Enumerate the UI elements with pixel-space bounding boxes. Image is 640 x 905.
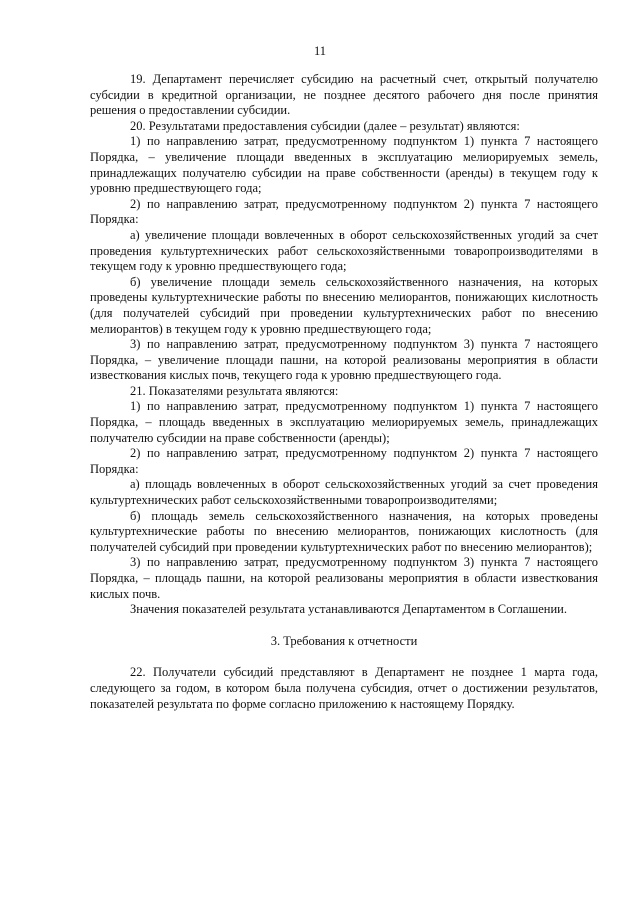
paragraph-21-item-1: 1) по направлению затрат, предусмотренному подпунктом 1) пункта 7 настоящего Порядка, – площадь введенных в эксплуатацию мелиорируемых земель, принадлежащих получателю субсидии на праве собственности (аренды);: [90, 399, 598, 445]
paragraph-indicator-values: Значения показателей результата устанавливаются Департаментом в Соглашении.: [130, 602, 567, 617]
paragraph-21-item-2b: б) площадь земель сельскохозяйственного назначения, на которых проведены культуртехнические работы по внесению мелиорантов, понижающих кислотность (для получателей субсидий при проведении культуртехнических работ по внесению мелиорантов);: [90, 508, 598, 554]
page-number: 11: [313, 44, 327, 58]
document-body: [90, 72, 598, 712]
paragraph-20-item-1: 1) по направлению затрат, предусмотренному подпунктом 1) пункта 7 настоящего Порядка, – увеличение площади введенных в эксплуатацию мелиорируемых земель, принадлежащих получателю субсидии на праве собственности (аренды) в текущем году к уровню предшествующего года;: [90, 134, 598, 196]
paragraph-22: 22. Получатели субсидий представляют в Департамент не позднее 1 марта года, следующего за годом, в котором была получена субсидия, отчет о достижении результатов, показателей результата по форме согласно приложению к настоящему Порядку.: [90, 665, 598, 711]
paragraph-21-item-2: 2) по направлению затрат, предусмотренному подпунктом 2) пункта 7 настоящего Порядка:: [90, 446, 598, 476]
paragraph-20-item-2: 2) по направлению затрат, предусмотренному подпунктом 2) пункта 7 настоящего Порядка:: [90, 196, 598, 227]
paragraph-21: 21. Показателями результата являются:: [130, 383, 339, 398]
paragraph-20-item-2b: б) увеличение площади земель сельскохозяйственного назначения, на которых проведены культуртехнические работы по внесению мелиорантов, понижающих кислотность (для получателей субсидий при проведении культуртехнических работ по внесению мелиорантов) в текущем году к уровню предшествующего года;: [90, 274, 598, 336]
paragraph-21-item-3: 3) по направлению затрат, предусмотренному подпунктом 3) пункта 7 настоящего Порядка, – площадь пашни, на которой реализованы мероприятия в области известкования кислых почв.: [90, 555, 598, 601]
paragraph-20-item-3: 3) по направлению затрат, предусмотренному подпунктом 3) пункта 7 настоящего Порядка, – увеличение площади пашни, на которой реализованы мероприятия в области известкования кислых почв, текущего года к уровню предшествующего года.: [90, 337, 598, 383]
section-heading: 3. Требования к отчетности: [270, 633, 418, 648]
paragraph-20-item-2a: а) увеличение площади вовлеченных в оборот сельскохозяйственных угодий за счет проведения культуртехнических работ сельскохозяйственными товаропроизводителями в текущем году к уровню предшествующего года;: [90, 227, 598, 274]
paragraph-21-item-2a: а) площадь вовлеченных в оборот сельскохозяйственных угодий за счет проведения культуртехнических работ сельскохозяйственными товаропроизводителями;: [90, 477, 598, 508]
paragraph-19: 19. Департамент перечисляет субсидию на расчетный счет, открытый получателю субсидии в кредитной организации, не позднее десятого рабочего дня после принятия решения о предоставлении субсидии.: [90, 72, 598, 118]
paragraph-20: 20. Результатами предоставления субсидии (далее – результат) являются:: [130, 118, 520, 133]
